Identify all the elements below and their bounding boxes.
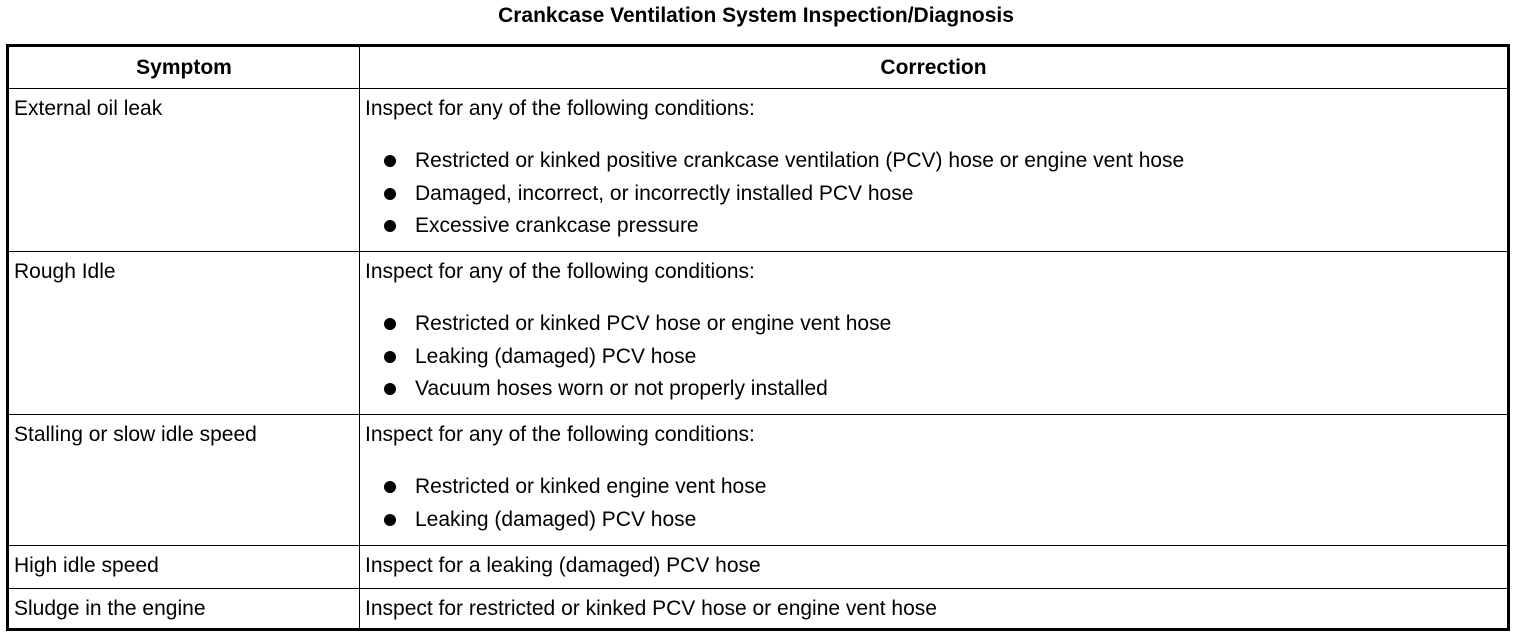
table-header-row bbox=[8, 46, 1509, 89]
table-row bbox=[8, 252, 1509, 415]
bullet-icon bbox=[384, 318, 396, 330]
correction-cell bbox=[360, 415, 1509, 546]
symptom-cell: Stalling or slow idle speed bbox=[8, 415, 360, 546]
condition-item bbox=[365, 471, 1502, 504]
condition-item bbox=[365, 145, 1502, 178]
condition-text: Restricted or kinked PCV hose or engine vent hose bbox=[415, 312, 892, 335]
correction-column-header: Correction bbox=[360, 46, 1509, 89]
table-row bbox=[8, 89, 1509, 252]
correction-cell bbox=[360, 89, 1509, 252]
correction-intro: Inspect for any of the following conditions: bbox=[365, 97, 755, 120]
condition-text: Vacuum hoses worn or not properly installed bbox=[415, 377, 828, 400]
bullet-icon bbox=[384, 383, 396, 395]
symptom-cell: High idle speed bbox=[8, 546, 360, 589]
condition-list bbox=[365, 308, 1502, 406]
correction-intro: Inspect for any of the following conditions: bbox=[365, 260, 755, 283]
correction-cell bbox=[360, 546, 1509, 589]
correction-cell bbox=[360, 589, 1509, 630]
condition-text: Excessive crankcase pressure bbox=[415, 214, 699, 237]
correction-cell bbox=[360, 252, 1509, 415]
bullet-icon bbox=[384, 514, 396, 526]
bullet-icon bbox=[384, 481, 396, 493]
symptom-column-header: Symptom bbox=[8, 46, 360, 89]
table-row bbox=[8, 589, 1509, 630]
table-row bbox=[8, 415, 1509, 546]
symptom-cell: Rough Idle bbox=[8, 252, 360, 415]
bullet-icon bbox=[384, 188, 396, 200]
condition-item bbox=[365, 308, 1502, 341]
bullet-icon bbox=[384, 155, 396, 167]
condition-text: Damaged, incorrect, or incorrectly installed PCV hose bbox=[415, 181, 914, 205]
condition-text: Leaking (damaged) PCV hose bbox=[415, 507, 697, 531]
condition-item bbox=[365, 373, 1502, 406]
condition-text: Leaking (damaged) PCV hose bbox=[415, 344, 697, 368]
condition-item bbox=[365, 341, 1502, 374]
bullet-icon bbox=[384, 220, 396, 232]
table-row bbox=[8, 546, 1509, 589]
condition-list bbox=[365, 471, 1502, 536]
condition-item bbox=[365, 210, 1502, 243]
diagnosis-table bbox=[6, 44, 1510, 631]
correction-intro: Inspect for any of the following conditions: bbox=[365, 423, 755, 446]
symptom-cell: Sludge in the engine bbox=[8, 589, 360, 630]
correction-intro: Inspect for a leaking (damaged) PCV hose bbox=[365, 554, 761, 577]
correction-intro: Inspect for restricted or kinked PCV hose or engine vent hose bbox=[365, 597, 937, 620]
condition-list bbox=[365, 145, 1502, 243]
condition-text: Restricted or kinked engine vent hose bbox=[415, 475, 767, 498]
symptom-cell: External oil leak bbox=[8, 89, 360, 252]
condition-text: Restricted or kinked positive crankcase ventilation (PCV) hose or engine vent hose bbox=[415, 149, 1185, 172]
document-title: Crankcase Ventilation System Inspection/Diagnosis bbox=[498, 4, 1014, 27]
bullet-icon bbox=[384, 351, 396, 363]
condition-item bbox=[365, 504, 1502, 537]
condition-item bbox=[365, 178, 1502, 211]
